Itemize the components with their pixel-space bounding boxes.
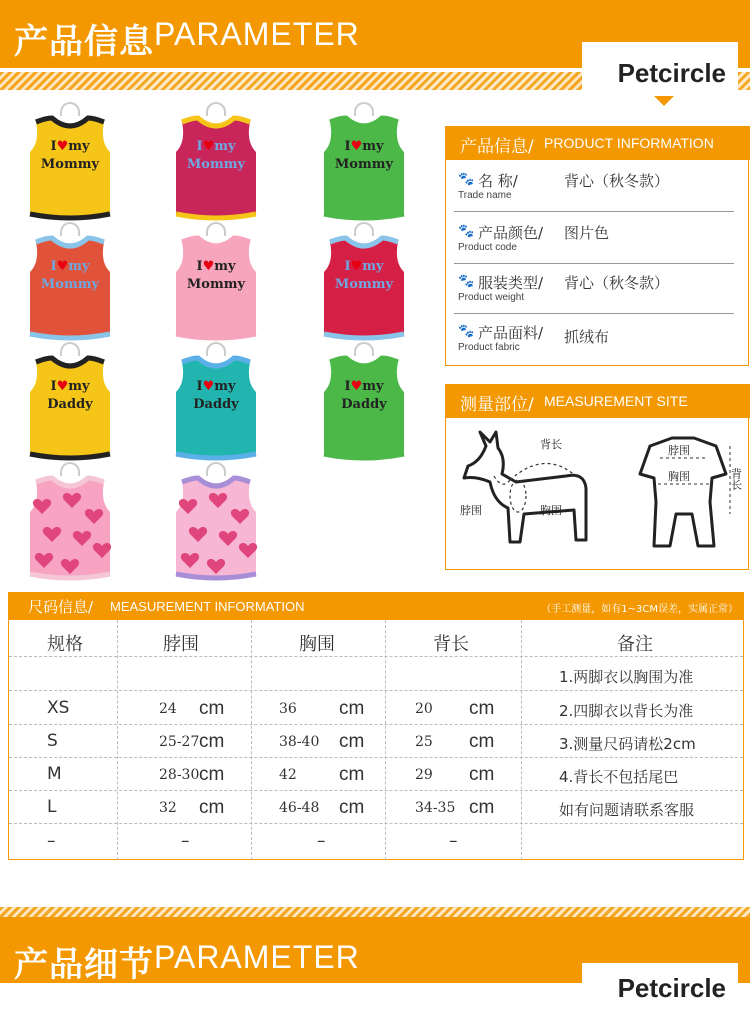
- info-row-trade-name: [454, 162, 734, 212]
- size-table-header: [8, 592, 744, 620]
- print-name: Daddy: [193, 397, 239, 412]
- heart-icon: ♥: [350, 259, 363, 274]
- vest-print: [168, 378, 264, 414]
- paw-icon: 🐾: [458, 224, 475, 239]
- size-row: [9, 758, 743, 791]
- brand-logo: Petcircle: [617, 58, 726, 88]
- brand-logo: Petcircle: [617, 973, 726, 1003]
- product-shirt: [168, 348, 264, 466]
- print-my: my: [68, 259, 90, 274]
- paw-icon: 🐾: [458, 172, 475, 187]
- cell-unit: cm: [199, 797, 225, 818]
- col-header-back: 背长: [433, 634, 469, 655]
- print-i: I: [344, 259, 351, 274]
- parameter-banner: [0, 0, 750, 92]
- cell-unit: cm: [339, 764, 365, 785]
- detail-banner-title-en: PARAMETER: [154, 939, 360, 975]
- cell-chest: 36: [279, 701, 297, 717]
- info-value: 抓绒布: [564, 328, 610, 346]
- info-key-en: Product fabric: [458, 342, 520, 353]
- heart-icon: ♥: [56, 379, 69, 394]
- vest-print: [316, 258, 412, 294]
- print-i: I: [344, 379, 351, 394]
- heart-icon: ♥: [350, 379, 363, 394]
- cell-neck: 25-27: [159, 734, 200, 750]
- product-shirt: [168, 228, 264, 346]
- size-table-header-row: [9, 624, 743, 657]
- cell-unit: cm: [199, 764, 225, 785]
- col-header-remark: 备注: [617, 634, 653, 655]
- info-key: 名 称/: [478, 172, 518, 190]
- heart-icon: ♥: [202, 379, 215, 394]
- banner-title-en: PARAMETER: [154, 16, 360, 52]
- col-header-chest: 胸围: [299, 634, 335, 655]
- vest-print: [316, 378, 412, 414]
- size-table: [8, 620, 744, 860]
- size-table-title-cn: 尺码信息/: [28, 598, 94, 616]
- product-shirt: [316, 228, 412, 346]
- print-name: Mommy: [334, 277, 394, 292]
- cell-chest: 38-40: [279, 734, 320, 750]
- cell-back: –: [449, 831, 458, 851]
- print-i: I: [196, 259, 203, 274]
- size-row: [9, 725, 743, 758]
- print-name: Daddy: [47, 397, 93, 412]
- cell-size: S: [47, 731, 58, 751]
- cell-chest: 46-48: [279, 800, 320, 816]
- cell-remark: 1.两脚衣以胸围为准: [559, 668, 694, 686]
- measurement-site-title-en: MEASUREMENT SITE: [544, 393, 688, 409]
- print-my: my: [362, 259, 384, 274]
- info-key-en: Product weight: [458, 292, 525, 303]
- vest-print: [168, 138, 264, 174]
- print-name: Mommy: [334, 157, 394, 172]
- print-i: I: [196, 379, 203, 394]
- product-info-title-cn: 产品信息/: [460, 137, 534, 157]
- size-row: [9, 658, 743, 691]
- cell-unit: cm: [469, 764, 495, 785]
- dog-label-neck: 脖围: [460, 504, 482, 517]
- cell-unit: cm: [199, 731, 225, 752]
- info-key: 服装类型/: [478, 274, 544, 292]
- cell-unit: cm: [339, 797, 365, 818]
- heart-icon: ♥: [202, 259, 215, 274]
- print-i: I: [344, 139, 351, 154]
- info-row-color: [454, 214, 734, 264]
- info-value: 图片色: [564, 224, 610, 242]
- size-row: [9, 825, 743, 858]
- cell-size: –: [47, 831, 56, 851]
- cell-back: 25: [415, 734, 433, 750]
- vest-print: [22, 378, 118, 414]
- cell-unit: cm: [469, 698, 495, 719]
- print-my: my: [68, 139, 90, 154]
- vest-icon: [22, 472, 118, 582]
- garment-label-chest: 胸围: [668, 470, 690, 483]
- print-i: I: [50, 379, 57, 394]
- print-i: I: [50, 259, 57, 274]
- print-my: my: [68, 379, 90, 394]
- size-row: [9, 791, 743, 824]
- garment-label-back: 背长: [729, 468, 743, 490]
- cell-size: M: [47, 764, 62, 784]
- cell-remark: 2.四脚衣以背长为准: [559, 702, 694, 720]
- cell-back: 29: [415, 767, 433, 783]
- print-my: my: [362, 379, 384, 394]
- product-shirt: [316, 108, 412, 226]
- cell-neck: 28-30: [159, 767, 200, 783]
- product-info-panel: [445, 126, 749, 366]
- print-my: my: [214, 259, 236, 274]
- detail-banner-title-cn: 产品细节: [14, 945, 154, 985]
- detail-banner: [0, 915, 750, 1007]
- cell-unit: cm: [339, 731, 365, 752]
- cell-unit: cm: [469, 731, 495, 752]
- size-table-note: （手工测量，如有1~3CM误差，实属正常）: [541, 604, 738, 615]
- cell-chest: 42: [279, 767, 297, 783]
- dog-label-chest: 胸围: [540, 504, 562, 517]
- heart-icon: ♥: [56, 259, 69, 274]
- info-row-fabric: [454, 314, 734, 364]
- cell-remark: 如有问题请联系客服: [559, 801, 695, 819]
- product-color-grid: [0, 104, 440, 588]
- cell-size: L: [47, 797, 57, 817]
- info-key-en: Trade name: [458, 190, 512, 201]
- print-name: Mommy: [40, 277, 100, 292]
- heart-icon: ♥: [56, 139, 69, 154]
- paw-icon: 🐾: [458, 324, 475, 339]
- cell-neck: 32: [159, 800, 177, 816]
- product-shirt: [22, 468, 118, 586]
- product-shirt: [22, 228, 118, 346]
- product-shirt: [22, 108, 118, 226]
- print-name: Daddy: [341, 397, 387, 412]
- print-name: Mommy: [40, 157, 100, 172]
- vest-print: [22, 258, 118, 294]
- info-key-en: Product code: [458, 242, 517, 253]
- product-shirt: [168, 108, 264, 226]
- cell-unit: cm: [199, 698, 225, 719]
- product-shirt: [316, 348, 412, 466]
- print-my: my: [214, 379, 236, 394]
- cell-chest: –: [317, 831, 326, 851]
- cell-back: 20: [415, 701, 433, 717]
- measurement-site-title-cn: 测量部位/: [460, 395, 534, 415]
- vest-icon: [168, 472, 264, 582]
- cell-unit: cm: [469, 797, 495, 818]
- cell-remark: 4.背长不包括尾巴: [559, 768, 679, 786]
- info-key: 产品面料/: [478, 324, 544, 342]
- vest-print: [168, 258, 264, 294]
- cell-size: XS: [47, 698, 70, 718]
- print-my: my: [362, 139, 384, 154]
- heart-icon: ♥: [350, 139, 363, 154]
- print-name: Mommy: [186, 157, 246, 172]
- print-i: I: [196, 139, 203, 154]
- paw-icon: 🐾: [458, 274, 475, 289]
- garment-label-neck: 脖围: [668, 444, 690, 457]
- vest-print: [316, 138, 412, 174]
- col-header-size: 规格: [47, 634, 83, 655]
- cell-remark: 3.测量尺码请松2cm: [559, 735, 696, 753]
- cell-neck: –: [181, 831, 190, 851]
- print-my: my: [214, 139, 236, 154]
- cell-back: 34-35: [415, 800, 456, 816]
- dog-chest-measure-line: [510, 480, 526, 512]
- col-header-neck: 脖围: [163, 634, 199, 655]
- heart-icon: ♥: [202, 139, 215, 154]
- cell-neck: 24: [159, 701, 177, 717]
- vest-print: [22, 138, 118, 174]
- cell-unit: cm: [339, 698, 365, 719]
- measurement-site-panel: [445, 384, 749, 570]
- product-info-header: [446, 126, 750, 160]
- product-info-title-en: PRODUCT INFORMATION: [544, 135, 714, 151]
- banner-title-cn: 产品信息: [14, 22, 154, 62]
- measurement-site-header: [446, 384, 750, 418]
- size-table-title-en: MEASUREMENT INFORMATION: [110, 599, 305, 614]
- product-shirt: [22, 348, 118, 466]
- print-name: Mommy: [186, 277, 246, 292]
- product-shirt: [168, 468, 264, 586]
- measurement-diagram: [446, 418, 748, 568]
- banner-stripe: [0, 907, 750, 917]
- print-i: I: [50, 139, 57, 154]
- info-key: 产品颜色/: [478, 224, 544, 242]
- dog-label-back: 背长: [540, 438, 562, 451]
- size-row: [9, 692, 743, 725]
- info-row-type: [454, 264, 734, 314]
- info-value: 背心（秋冬款）: [564, 274, 670, 292]
- info-value: 背心（秋冬款）: [564, 172, 670, 190]
